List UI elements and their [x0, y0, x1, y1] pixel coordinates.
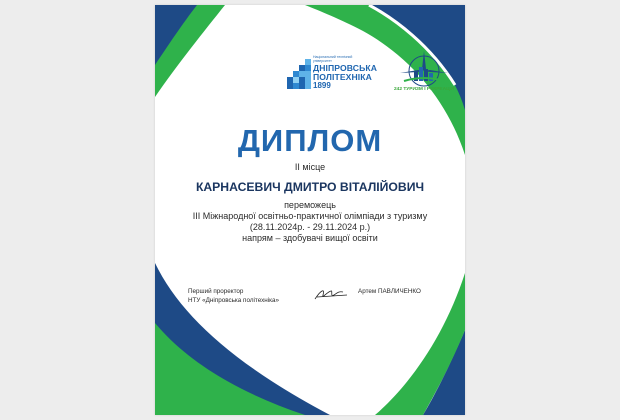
diploma-title: ДИПЛОМ — [237, 123, 383, 158]
handwritten-signature — [313, 286, 351, 302]
compass-city-icon — [394, 49, 454, 87]
place-text: II місце — [294, 162, 326, 172]
building-blocks-icon — [287, 59, 311, 89]
logo-name-line2: ПОЛІТЕХНІКА — [313, 72, 372, 82]
winner-text: переможець — [284, 200, 336, 210]
recipient-name: КАРНАСЕВИЧ ДМИТРО ВІТАЛІЙОВИЧ — [195, 180, 425, 194]
dates-text: (28.11.2024р. - 29.11.2024 р.) — [249, 222, 371, 232]
signer-position — [188, 287, 279, 305]
tourism-logo-caption: 242 ТУРИЗМ І РЕКРЕАЦІЯ — [394, 87, 455, 92]
olympiad-text: III Міжнародної освітньо-практичної олімпіади з туризму — [192, 211, 428, 221]
position-line2: НТУ «Дніпровська політехніка» — [188, 297, 279, 304]
diploma-sheet — [155, 5, 465, 415]
signer-name: Артем ПАВЛИЧЕНКО — [358, 288, 421, 295]
logo-subtitle: Національний технічний університет — [313, 55, 353, 63]
dnipro-polytechnic-logo — [287, 53, 378, 93]
tourism-logo — [394, 49, 454, 99]
logo-year: 1899 — [313, 81, 331, 90]
direction-text: напрям – здобувачі вищої освіти — [242, 233, 378, 243]
position-line1: Перший проректор — [188, 288, 244, 295]
logo-name-line1: ДНІПРОВСЬКА — [313, 63, 378, 73]
